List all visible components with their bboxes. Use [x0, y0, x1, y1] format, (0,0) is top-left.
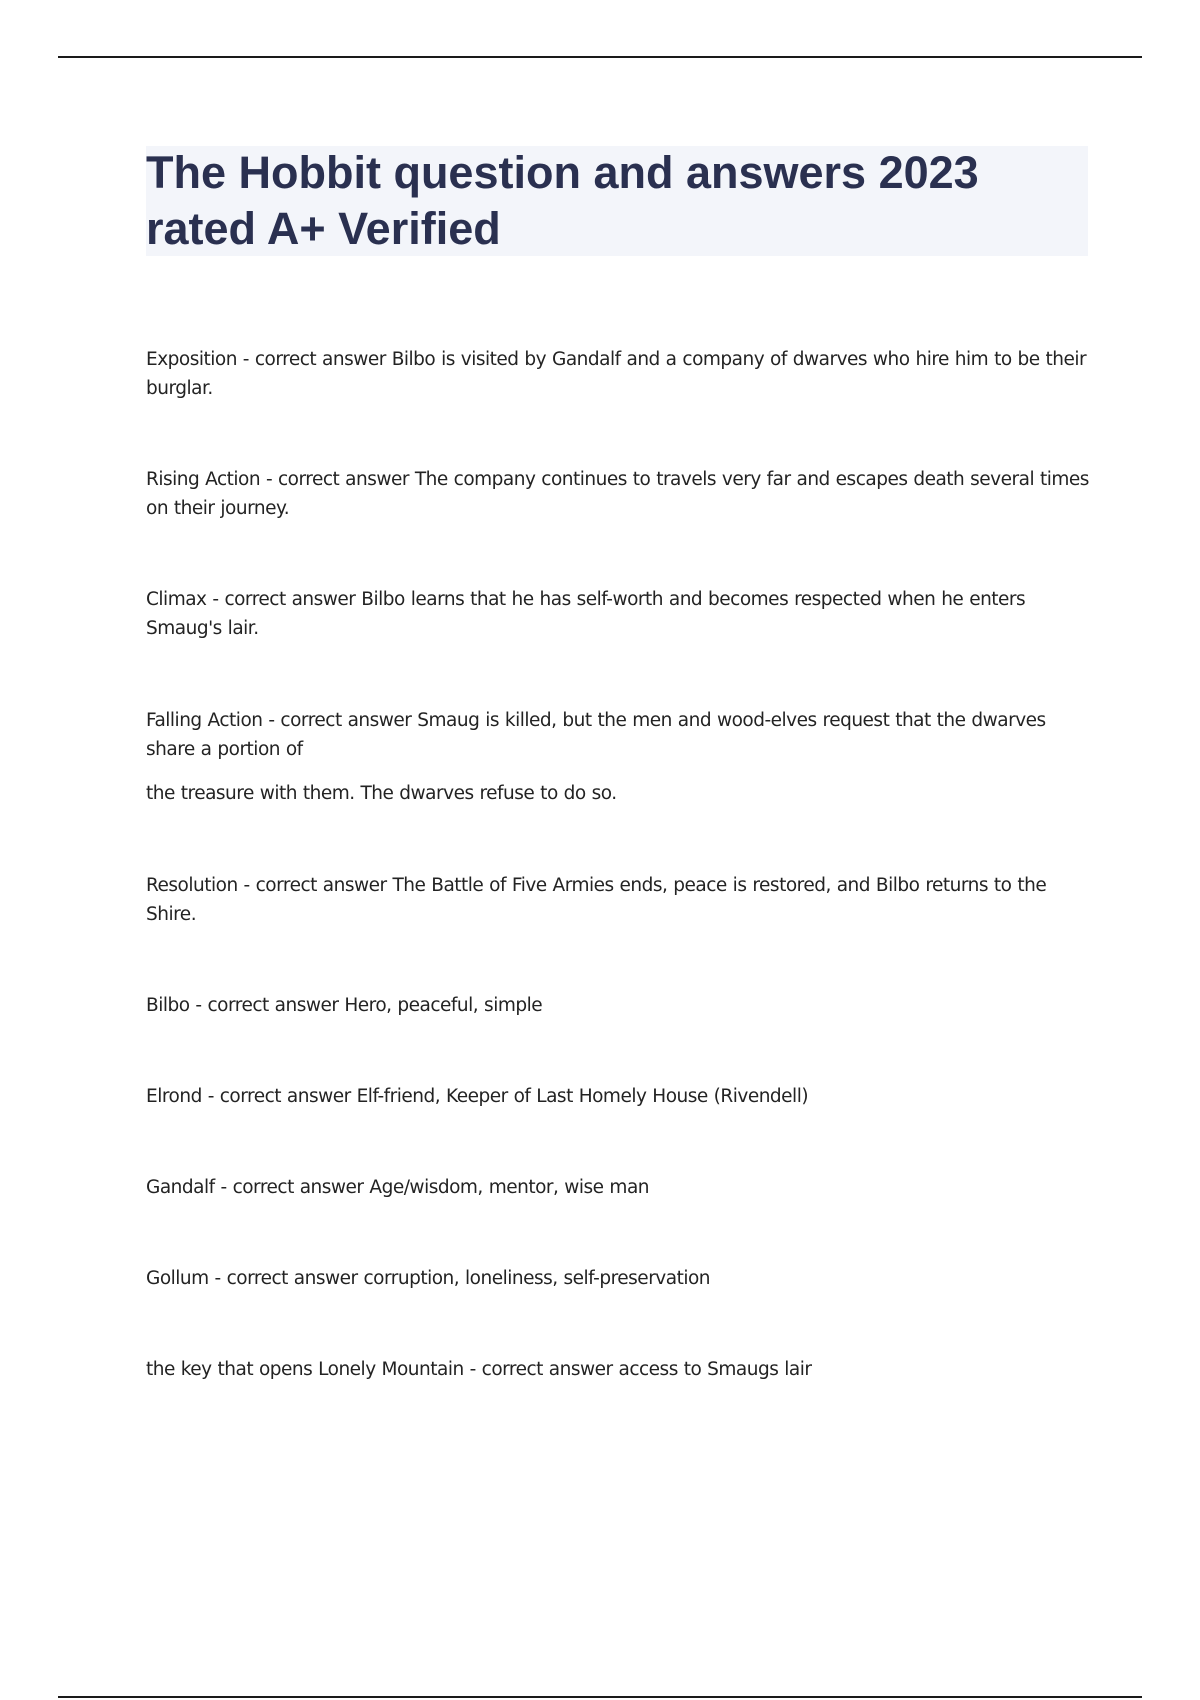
- qa-item-climax: [146, 586, 1096, 643]
- qa-item-falling-action: [146, 707, 1096, 809]
- qa-item-text: Rising Action - correct answer The company continues to travels very far and escapes death several times on their journey.: [146, 469, 1089, 519]
- qa-item-text: Climax - correct answer Bilbo learns that he has self-worth and becomes respected when he enters Smaug's lair.: [146, 589, 1026, 639]
- qa-item-bilbo: [146, 992, 1096, 1021]
- qa-item-text: Gollum - correct answer corruption, loneliness, self-preservation: [146, 1268, 711, 1289]
- qa-item-text: Elrond - correct answer Elf-friend, Keeper of Last Homely House (Rivendell): [146, 1086, 809, 1107]
- top-rule: [58, 56, 1142, 58]
- qa-item-gollum: [146, 1265, 1096, 1294]
- bottom-rule: [58, 1696, 1142, 1698]
- qa-item-exposition: [146, 346, 1096, 403]
- qa-item-text: Resolution - correct answer The Battle of Five Armies ends, peace is restored, and Bilbo returns to the Shire.: [146, 875, 1047, 925]
- qa-item-elrond: [146, 1083, 1096, 1112]
- qa-item-text: the key that opens Lonely Mountain - correct answer access to Smaugs lair: [146, 1359, 812, 1380]
- qa-item-key: [146, 1356, 1096, 1385]
- qa-item-text: Exposition - correct answer Bilbo is visited by Gandalf and a company of dwarves who hire him to be their burglar.: [146, 349, 1087, 399]
- qa-item-text: Gandalf - correct answer Age/wisdom, mentor, wise man: [146, 1177, 650, 1198]
- qa-item-resolution: [146, 872, 1096, 929]
- qa-item-rising-action: [146, 466, 1096, 523]
- page-title: The Hobbit question and answers 2023 rated A+ Verified: [146, 147, 979, 254]
- qa-item-gandalf: [146, 1174, 1096, 1203]
- qa-item-text: Falling Action - correct answer Smaug is killed, but the men and wood-elves request that the dwarves share a portion of: [146, 710, 1046, 760]
- title-banner: [146, 146, 1088, 256]
- qa-item-text: Bilbo - correct answer Hero, peaceful, simple: [146, 995, 543, 1016]
- qa-item-continuation: the treasure with them. The dwarves refuse to do so.: [146, 783, 617, 804]
